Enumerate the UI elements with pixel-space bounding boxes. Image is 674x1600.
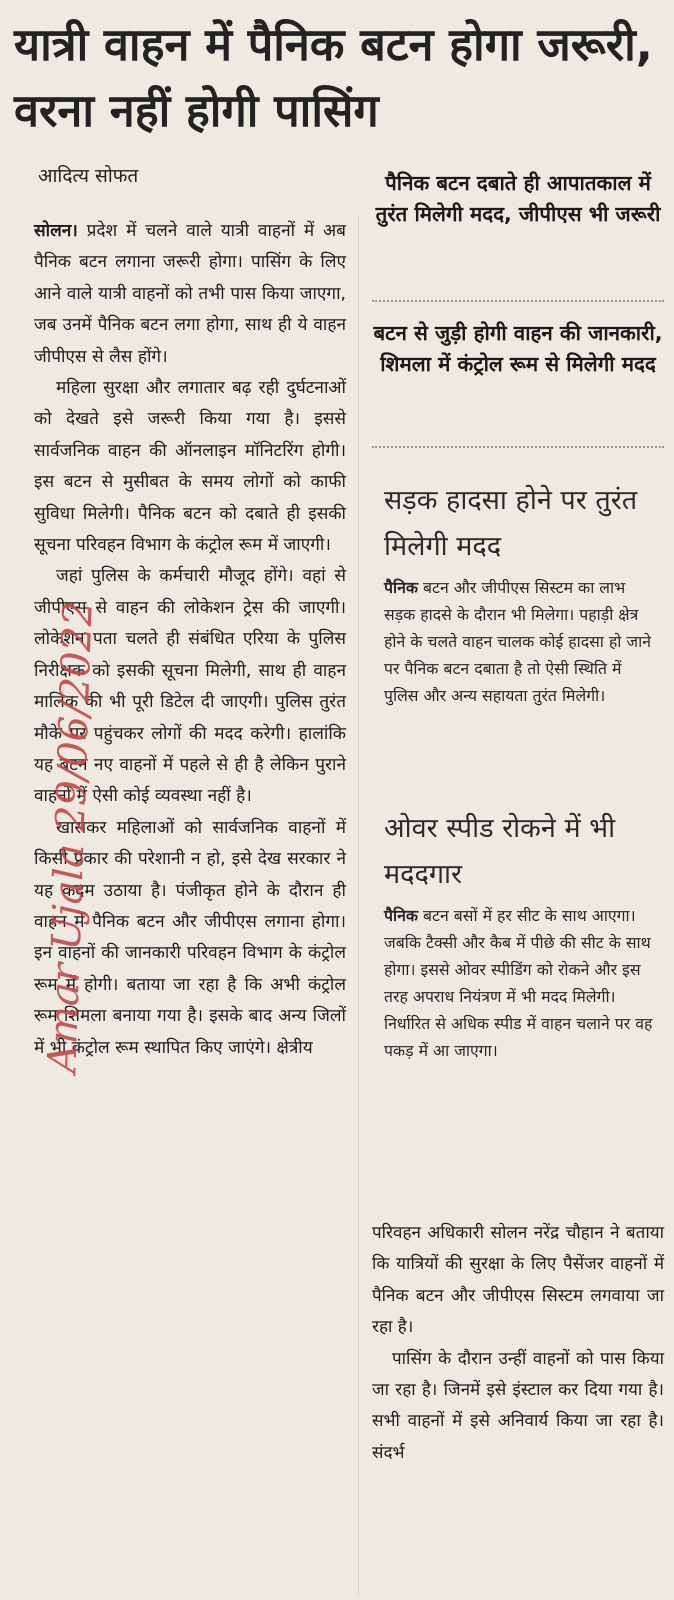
paragraph-4: खासकर महिलाओं को सार्वजनिक वाहनों में किसी प्रकार की परेशानी न हो, इसे देख सरकार ने यह कदम उठाया है। पंजीकृत होने के दौरान ही वाहन में पैनिक बटन और जीपीएस लगाना होगा। इन वाहनों की जानकारी परिवहन विभाग के कंट्रोल रूम में होगी। बताया जा रहा है कि अभी कंट्रोल रूम शिमला बनाया गया है। इसके बाद अन्य जिलों में भी कंट्रोल रूम स्थापित किए जाएंगे। क्षेत्रीय	[34, 817, 346, 1058]
right-paragraph-1: परिवहन अधिकारी सोलन नरेंद्र चौहान ने बताया कि यात्रियों की सुरक्षा के लिए पैसेंजर वाहनों में पैनिक बटन और जीपीएस सिस्टम लगवाया जा रहा है।	[372, 1223, 664, 1338]
box-2-lead: पैनिक	[384, 906, 418, 925]
box-1-lead: पैनिक	[384, 578, 418, 597]
headline: यात्री वाहन में पैनिक बटन होगा जरूरी, वरना नहीं होगी पासिंग	[14, 18, 653, 137]
box-2-text: बटन बसों में हर सीट के साथ आएगा। जबकि टैक्सी और कैब में पीछे की सीट के साथ होगा। इससे ओवर स्पीडिंग को रोकने और इस तरह अपराध नियंत्रण में भी मदद मिलेगी। निर्धारित से अधिक स्पीड में वाहन चलाने पर वह पकड़ में आ जाएगा।	[384, 906, 653, 1060]
box-1-body	[384, 574, 656, 709]
dateline: सोलन।	[34, 221, 78, 241]
paragraph-2: महिला सुरक्षा और लगातार बढ़ रही दुर्घटनाओं को देखते इसे जरूरी किया गया है। इससे सार्वजनिक वाहन की ऑनलाइन मॉनिटरिंग होगी। इस बटन से मुसीबत के समय लोगों को काफी सुविधा मिलेगी। पैनिक बटन को दबाते ही इसकी सूचना परिवहन विभाग के कंट्रोल रूम में जाएगी।	[34, 378, 346, 556]
deck-2: बटन से जुड़ी होगी वाहन की जानकारी, शिमला में कंट्रोल रूम से मिलेगी मदद	[373, 321, 663, 376]
paragraph-1-text: प्रदेश में चलने वाले यात्री वाहनों में अब पैनिक बटन लगाना जरूरी होगा। पासिंग के लिए आने वाले यात्री वाहनों को तभी पास किया जाएगा, जब उनमें पैनिक बटन लगा होगा, साथ ही ये वाहन जीपीएस से लैस होंगे।	[34, 221, 346, 367]
handwritten-date-stamp: Amar Ujala 29/06/2022	[39, 599, 102, 1074]
box-1-text: बटन और जीपीएस सिस्टम का लाभ सड़क हादसे के दौरान भी मिलेगा। पहाड़ी क्षेत्र होने के चलते वाहन चालक कोई हादसा हो जाने पर पैनिक बटन दबाता है तो ऐसी स्थिति में पुलिस और अन्य सहायता तुरंत मिलेगी।	[384, 578, 651, 705]
dotted-separator-2	[372, 446, 664, 448]
box-2-title: ओवर स्पीड रोकने में भी मददगार	[384, 813, 616, 890]
right-paragraph-2: पासिंग के दौरान उन्हीं वाहनों को पास किया जा रहा है। जिनमें इसे इंस्टाल कर दिया गया है। सभी वाहनों में इसे अनिवार्य किया जा रहा है। संदर्भ	[372, 1348, 664, 1463]
deck-1: पैनिक बटन दबाते ही आपातकाल में तुरंत मिलेगी मदद, जीपीएस भी जरूरी	[375, 171, 661, 226]
column-divider	[358, 215, 359, 1595]
box-1-title: सड़क हादसा होने पर तुरंत मिलेगी मदद	[384, 485, 638, 562]
box-2-body	[384, 902, 656, 1064]
paragraph-3: जहां पुलिस के कर्मचारी मौजूद होंगे। वहां से जीपीएस से वाहन की लोकेशन ट्रेस की जाएगी। लोकेशन पता चलते ही संबंधित एरिया के पुलिस निरीक्षक को इसकी सूचना मिलेगी, साथ ही वाहन मालिक की भी पूरी डिटेल दी जाएगी। पुलिस तुरंत मौके पर पहुंचकर लोगों की मदद करेगी। हालांकि यह बटन नए वाहनों में पहले से ही है लेकिन पुराने वाहनों में ऐसी कोई व्यवस्था नहीं है।	[34, 566, 346, 807]
right-bottom-column	[372, 1218, 664, 1469]
byline: आदित्य सोफत	[38, 165, 139, 187]
paragraph-1	[34, 216, 346, 373]
dotted-separator-1	[372, 300, 664, 302]
